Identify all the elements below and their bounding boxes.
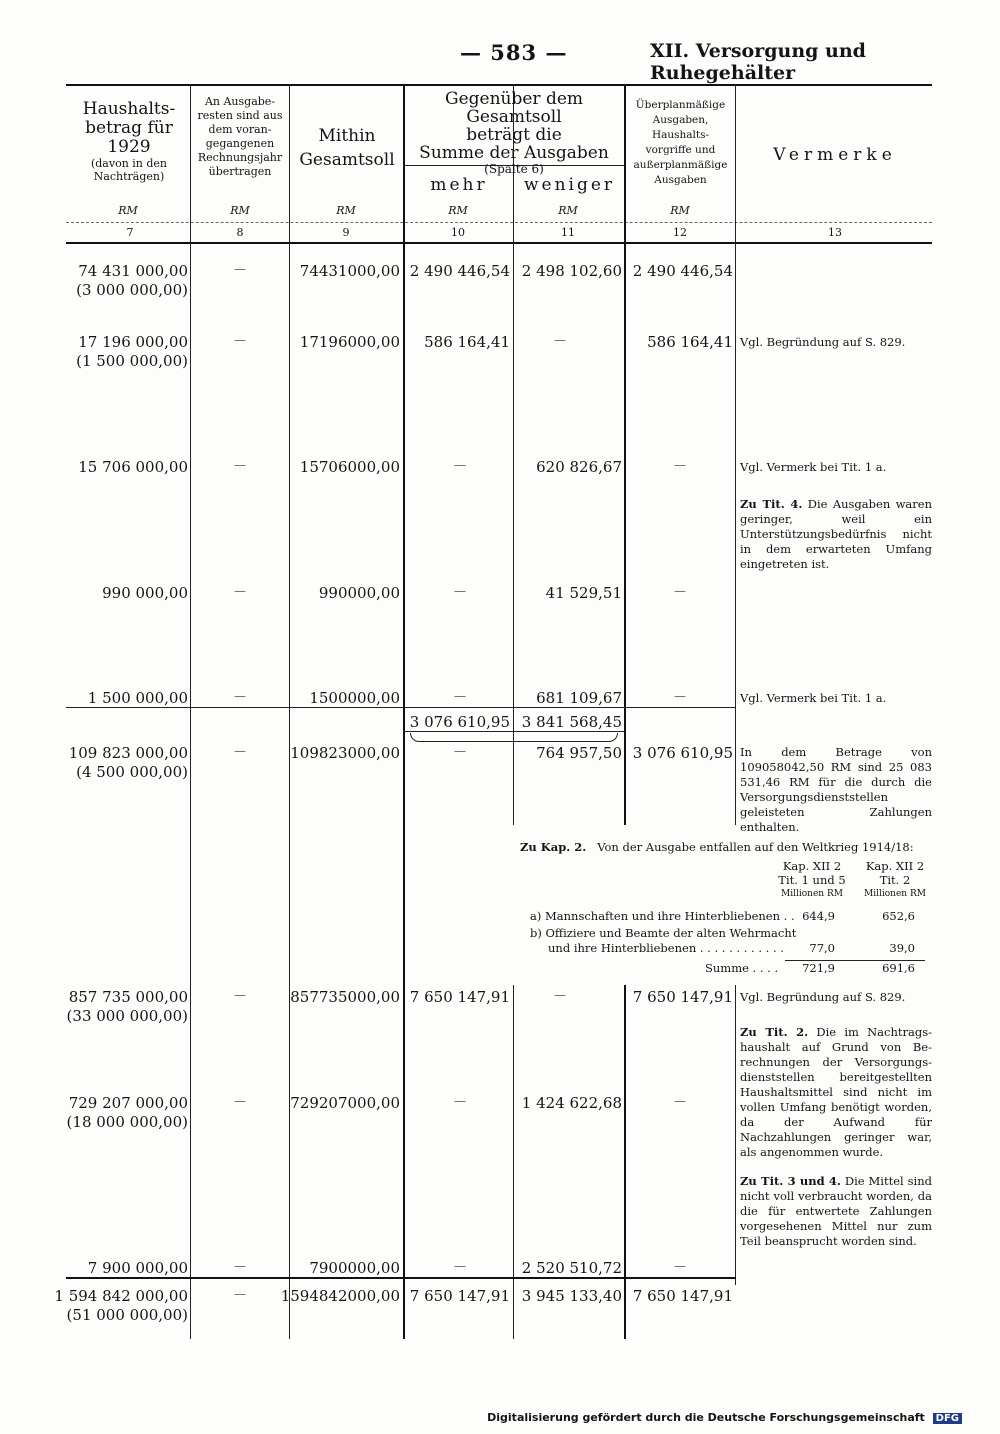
colno-13: 13 (828, 226, 842, 239)
r10-c8: — (234, 1287, 246, 1301)
r6-c7b: (4 500 000,00) (76, 763, 188, 781)
unit-c7: RM (118, 204, 138, 217)
r1-c8: — (234, 333, 246, 347)
r6-c8: — (234, 744, 246, 758)
r7-c8: — (234, 988, 246, 1002)
r0-c8: — (234, 262, 246, 276)
kap2-row-a: a) Mannschaften und ihre Hinterbliebenen . . 644,9 652,6 (530, 909, 915, 923)
r10-c12: 7 650 147,91 (632, 1287, 733, 1305)
colno-12: 12 (673, 226, 687, 239)
subtotal-underline (404, 731, 624, 732)
r4-c10: — (454, 689, 466, 703)
note-tit2: Zu Tit. 2. Die im Nachtragshaushalt auf Grund von Berechnungen der Versorgungsdienststellen bereitgestellten Haushaltsmittel sind nicht im vollen Umfang benötigt worden, da der Aufwand für Nachzahlungen geringer war, als angenommen wurde. (740, 1025, 933, 1159)
colno-11: 11 (561, 226, 575, 239)
r9-c10: — (454, 1259, 466, 1273)
col10-header: mehr (430, 175, 488, 195)
r1-c7b: (1 500 000,00) (76, 352, 188, 370)
note-tit34: Zu Tit. 3 und 4. Die Mittel sind nicht voll verbraucht worden, da die für entwertete Zahlungen vorgesehenen Mittel nur zum Teil beansprucht worden sind. (740, 1174, 933, 1248)
kap2-row-b: und ihre Hinterbliebenen . . . . . . . . . . . . 77,0 39,0 (548, 941, 915, 955)
r3-c12: — (674, 584, 686, 598)
r9-c9: 7900000,00 (309, 1259, 400, 1277)
r1-c9: 17196000,00 (299, 333, 400, 351)
col-rule-10-11-b (513, 985, 514, 1339)
r7-c13: Vgl. Begründung auf S. 829. (740, 990, 906, 1004)
col-rule-12-13-a (735, 84, 736, 825)
kap2-head: Zu Kap. 2. (520, 840, 587, 854)
r2-c7: 15 706 000,00 (78, 458, 188, 476)
r4-c8: — (234, 689, 246, 703)
unit-c12: RM (670, 204, 690, 217)
dfg-logo: DFG (933, 1413, 962, 1424)
header-bottom-rule (66, 242, 932, 244)
r9-c11: 2 520 510,72 (521, 1259, 622, 1277)
kap2-col2-head: Kap. XII 2 Tit. 2 Millionen RM (864, 859, 926, 899)
r1-c10: 586 164,41 (424, 333, 510, 351)
r1-c7: 17 196 000,00 (78, 333, 188, 351)
col8-header: An Ausgabe- resten sind aus dem voran- gegangenen Rechnungsjahr übertragen (197, 95, 283, 178)
r4-c13: Vgl. Vermerk bei Tit. 1 a. (740, 691, 887, 705)
r7-c12: 7 650 147,91 (632, 988, 733, 1006)
r3-c11: 41 529,51 (545, 584, 622, 602)
r2-c8: — (234, 458, 246, 472)
r5-c10: 3 076 610,95 (409, 713, 510, 731)
colno-9: 9 (342, 226, 350, 239)
unit-c9: RM (336, 204, 356, 217)
subtotal-brace (410, 733, 618, 742)
colno-8: 8 (236, 226, 244, 239)
kap2-text: Von der Ausgabe entfallen auf den Weltkrieg 1914/18: (597, 840, 914, 854)
r2-c9: 15706000,00 (299, 458, 400, 476)
kap2-box (520, 840, 935, 977)
col-rule-12-13-b (735, 985, 736, 1285)
r6-c11: 764 957,50 (536, 744, 622, 762)
table-top-rule (66, 84, 932, 86)
col-rule-9-10 (403, 84, 405, 1339)
r4-c12: — (674, 689, 686, 703)
r0-c7: 74 431 000,00 (78, 262, 188, 280)
note-tit4: Zu Tit. 4. Die Ausgaben waren geringer, weil ein Unterstützungsbedürfnis nicht in dem erwarteten Umfang eingetreten ist. (740, 497, 932, 571)
r2-c13: Vgl. Vermerk bei Tit. 1 a. (740, 460, 887, 474)
col9-header: Mithin Gesamtsoll (299, 126, 395, 170)
r10-c7: 1 594 842 000,00 (54, 1287, 188, 1305)
col-rule-8-9 (289, 84, 290, 1339)
r6-c10: — (454, 744, 466, 758)
unit-rule (66, 222, 932, 223)
col-rule-11-12-a (624, 84, 626, 825)
r3-c10: — (454, 584, 466, 598)
r5-c11: 3 841 568,45 (521, 713, 622, 731)
r2-c12: — (674, 458, 686, 472)
unit-c10: RM (448, 204, 468, 217)
r6-c9: 109823000,00 (290, 744, 400, 762)
r4-c7: 1 500 000,00 (87, 689, 188, 707)
r6-c7: 109 823 000,00 (68, 744, 188, 762)
r0-c10: 2 490 446,54 (409, 262, 510, 280)
r9-c12: — (674, 1259, 686, 1273)
r0-c7b: (3 000 000,00) (76, 281, 188, 299)
r0-c11: 2 498 102,60 (521, 262, 622, 280)
r7-c11: — (554, 988, 566, 1002)
r6-c12: 3 076 610,95 (632, 744, 733, 762)
total-rule (66, 1277, 736, 1279)
col-rule-11-12-b (624, 985, 626, 1339)
kap2-sum: Summe . . . . 721,9 691,6 (705, 961, 915, 975)
r8-c12: — (674, 1094, 686, 1108)
r3-c8: — (234, 584, 246, 598)
r10-c7b: (51 000 000,00) (66, 1306, 188, 1324)
r7-c9: 857735000,00 (290, 988, 400, 1006)
r8-c7b: (18 000 000,00) (66, 1113, 188, 1131)
r10-c9: 1594842000,00 (280, 1287, 400, 1305)
r8-c8: — (234, 1094, 246, 1108)
col12-header: Überplanmäßige Ausgaben, Haushalts- vorgriffe und außerplanmäßige Ausgaben (633, 99, 728, 186)
r8-c10: — (454, 1094, 466, 1108)
r7-c7: 857 735 000,00 (68, 988, 188, 1006)
r8-c9: 729207000,00 (290, 1094, 400, 1112)
r1-c13: Vgl. Begründung auf S. 829. (740, 335, 906, 349)
r7-c10: 7 650 147,91 (409, 988, 510, 1006)
footer-credit (487, 1411, 962, 1424)
col-rule-10-11-a (513, 165, 514, 825)
page-number: — 583 — (460, 40, 568, 65)
r10-c11: 3 945 133,40 (521, 1287, 622, 1305)
col10-11-group-header: Gegenüber dem Gesamtsoll beträgt die Summe der Ausgaben (Spalte 6) (419, 89, 609, 176)
kap2-row-b1: b) Offiziere und Beamte der alten Wehrmacht (530, 926, 797, 940)
col-rule-7-8 (190, 84, 191, 1339)
r0-c12: 2 490 446,54 (632, 262, 733, 280)
r3-c7: 990 000,00 (102, 584, 188, 602)
r10-c10: 7 650 147,91 (409, 1287, 510, 1305)
r8-c7: 729 207 000,00 (68, 1094, 188, 1112)
unit-c8: RM (230, 204, 250, 217)
r7-c7b: (33 000 000,00) (66, 1007, 188, 1025)
r1-c12: 586 164,41 (647, 333, 733, 351)
r8-c11: 1 424 622,68 (521, 1094, 622, 1112)
col7-header: Haushalts- betrag für 1929 (davon in den Nachträgen) (82, 99, 176, 183)
r1-c11: — (554, 333, 566, 347)
r9-c8: — (234, 1259, 246, 1273)
colno-10: 10 (451, 226, 465, 239)
r2-c10: — (454, 458, 466, 472)
col11-header: weniger (523, 175, 616, 195)
r9-c7: 7 900 000,00 (87, 1259, 188, 1277)
r4-c9: 1500000,00 (309, 689, 400, 707)
running-title: XII. Versorgung und Ruhegehälter (650, 40, 866, 84)
unit-c11: RM (558, 204, 578, 217)
r4-c11: 681 109,67 (536, 689, 622, 707)
note-betrage: In dem Betrage von 109058042,50 RM sind 25 083 531,46 RM für die durch die Versorgungsdienststellen geleisteten Zahlungen enthalten. (740, 745, 932, 834)
r0-c9: 74431000,00 (299, 262, 400, 280)
r3-c9: 990000,00 (318, 584, 400, 602)
colno-7: 7 (126, 226, 134, 239)
kap2-col1-head: Kap. XII 2 Tit. 1 und 5 Millionen RM (778, 859, 846, 899)
footer-text: Digitalisierung gefördert durch die Deutsche Forschungsgemeinschaft (487, 1411, 925, 1424)
col13-header: Vermerke (773, 145, 897, 165)
subtotal-rule (66, 707, 736, 708)
r2-c11: 620 826,67 (536, 458, 622, 476)
